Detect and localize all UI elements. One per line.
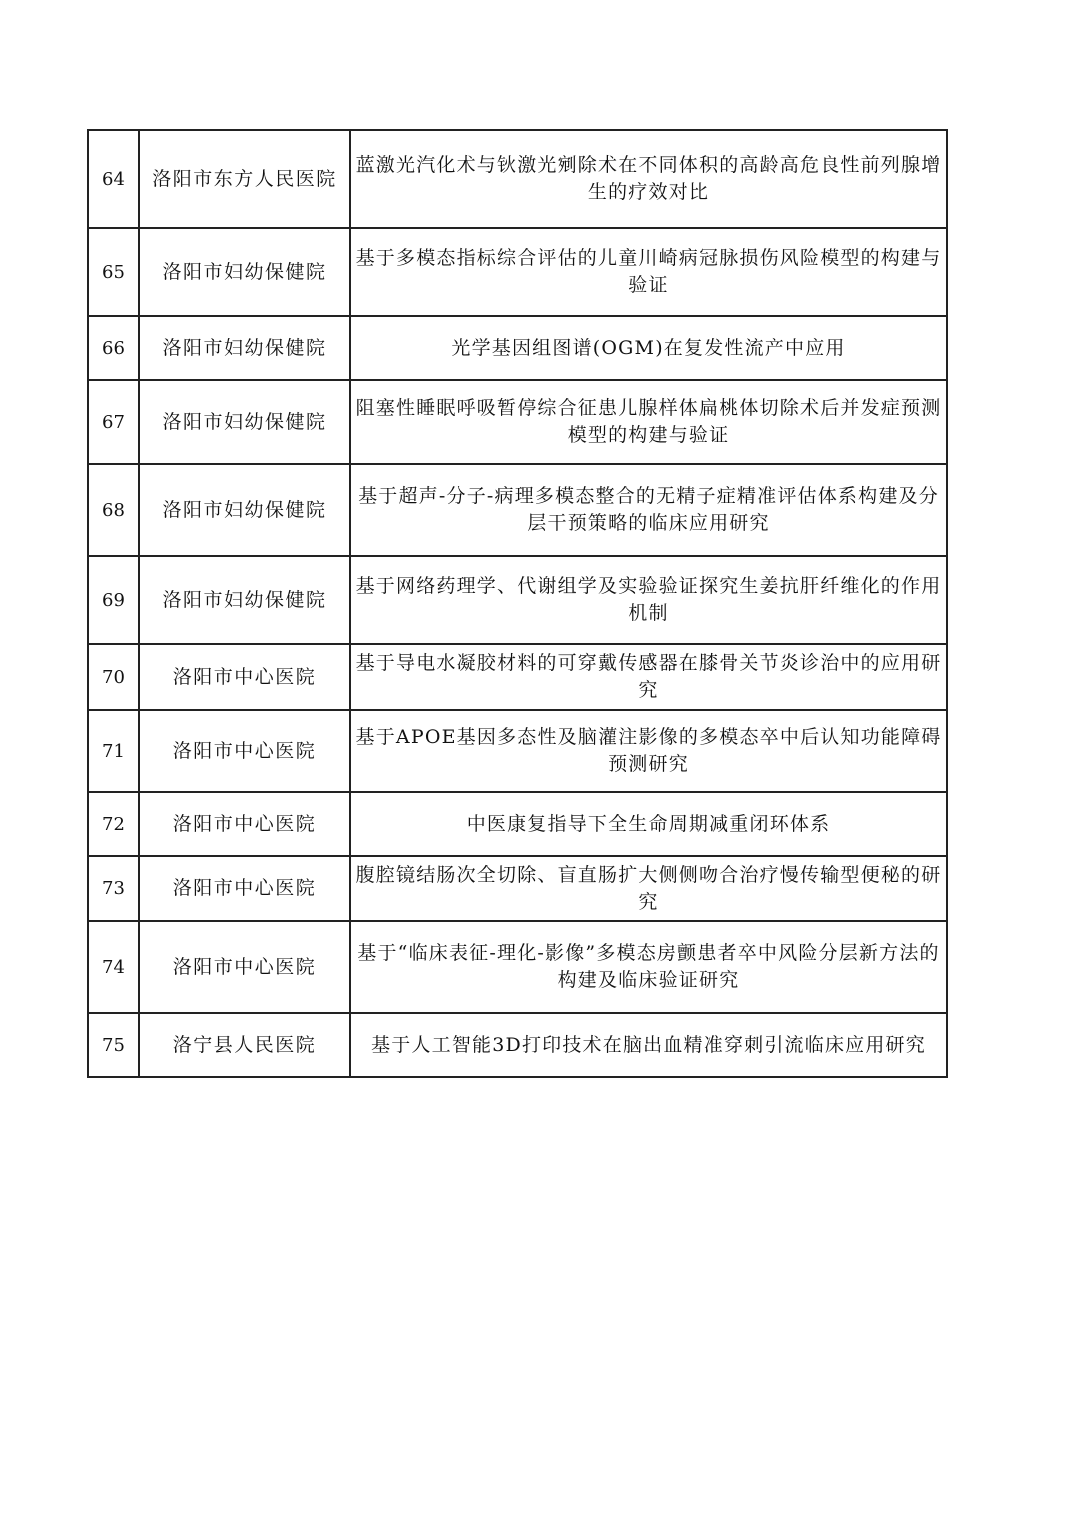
project-title: 基于“临床表征-理化-影像”多模态房颤患者卒中风险分层新方法的构建及临床验证研究: [350, 921, 947, 1013]
project-title: 中医康复指导下全生命周期减重闭环体系: [350, 792, 947, 856]
table-row: [88, 316, 947, 380]
row-number: 69: [88, 556, 139, 644]
row-number: 74: [88, 921, 139, 1013]
table-row: [88, 1013, 947, 1077]
table-row: [88, 228, 947, 316]
table-row: [88, 380, 947, 464]
project-title: 蓝激光汽化术与钬激光剜除术在不同体积的高龄高危良性前列腺增生的疗效对比: [350, 130, 947, 228]
project-title: 基于导电水凝胶材料的可穿戴传感器在膝骨关节炎诊治中的应用研究: [350, 644, 947, 710]
project-table: [87, 129, 948, 1078]
institution-name: 洛阳市中心医院: [139, 856, 350, 921]
project-title: 基于多模态指标综合评估的儿童川崎病冠脉损伤风险模型的构建与验证: [350, 228, 947, 316]
institution-name: 洛阳市东方人民医院: [139, 130, 350, 228]
row-number: 72: [88, 792, 139, 856]
institution-name: 洛宁县人民医院: [139, 1013, 350, 1077]
row-number: 73: [88, 856, 139, 921]
row-number: 66: [88, 316, 139, 380]
row-number: 64: [88, 130, 139, 228]
table-row: [88, 556, 947, 644]
row-number: 67: [88, 380, 139, 464]
institution-name: 洛阳市中心医院: [139, 644, 350, 710]
row-number: 65: [88, 228, 139, 316]
institution-name: 洛阳市中心医院: [139, 921, 350, 1013]
table-row: [88, 130, 947, 228]
project-table-container: [87, 129, 948, 1078]
table-row: [88, 644, 947, 710]
table-row: [88, 464, 947, 556]
project-title: 阻塞性睡眠呼吸暂停综合征患儿腺样体扁桃体切除术后并发症预测模型的构建与验证: [350, 380, 947, 464]
table-row: [88, 856, 947, 921]
institution-name: 洛阳市妇幼保健院: [139, 380, 350, 464]
institution-name: 洛阳市妇幼保健院: [139, 556, 350, 644]
table-row: [88, 921, 947, 1013]
institution-name: 洛阳市中心医院: [139, 710, 350, 792]
institution-name: 洛阳市妇幼保健院: [139, 228, 350, 316]
project-title: 光学基因组图谱(OGM)在复发性流产中应用: [350, 316, 947, 380]
table-row: [88, 792, 947, 856]
project-title: 基于人工智能3D打印技术在脑出血精准穿刺引流临床应用研究: [350, 1013, 947, 1077]
row-number: 71: [88, 710, 139, 792]
institution-name: 洛阳市妇幼保健院: [139, 316, 350, 380]
institution-name: 洛阳市中心医院: [139, 792, 350, 856]
project-title: 基于APOE基因多态性及脑灌注影像的多模态卒中后认知功能障碍预测研究: [350, 710, 947, 792]
row-number: 68: [88, 464, 139, 556]
row-number: 75: [88, 1013, 139, 1077]
project-title: 基于网络药理学、代谢组学及实验验证探究生姜抗肝纤维化的作用机制: [350, 556, 947, 644]
project-title: 基于超声-分子-病理多模态整合的无精子症精准评估体系构建及分层干预策略的临床应用研究: [350, 464, 947, 556]
project-title: 腹腔镜结肠次全切除、盲直肠扩大侧侧吻合治疗慢传输型便秘的研究: [350, 856, 947, 921]
institution-name: 洛阳市妇幼保健院: [139, 464, 350, 556]
row-number: 70: [88, 644, 139, 710]
table-row: [88, 710, 947, 792]
